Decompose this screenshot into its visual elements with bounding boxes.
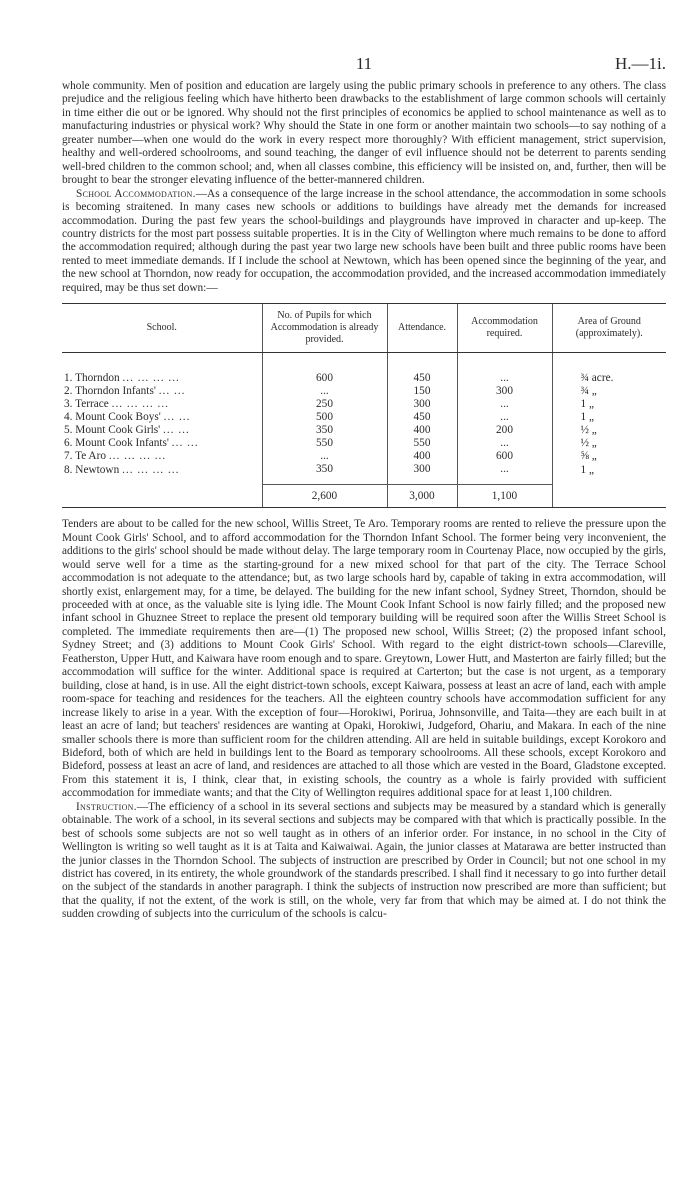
attendance-cell: 300 [387, 398, 457, 411]
document-page [62, 54, 666, 922]
attendance-cell: 400 [387, 450, 457, 463]
instruction-text: —The efficiency of a school in its several sections and subjects may be measured by a standard which is generally obtainable. The work of a school, in its several sections and subjects may be compared with that which is practically possible. In the best of schools some subjects are not so well taught as in others of an inferior order. For instance, in no school in the City of Wellington is writing so well taught as it is at Taita and Kaiwaiwai. Again, the junior classes at Matarawa are better instructed than the junior classes in the Thorndon School. The subjects of instruction are prescribed by Order in Council; but not one school in my district has covered, in its entirety, the whole groundwork of the standards prescribed. I shall find it necessary to go into further detail on the subject of the standards in another paragraph. I think the subjects of instruction now prescribed are more than sufficient; but that the quality, if not the extent, of the work is still, on the whole, very far from that which may be aimed at. I do not think the sudden crowding of subjects into the curriculum of the schools is calcu- [62, 800, 666, 921]
area-cell: ½ „ [552, 437, 666, 450]
attendance-cell: 550 [387, 437, 457, 450]
total-pupils: 2,600 [262, 485, 387, 508]
attendance-cell: 400 [387, 424, 457, 437]
school-cell: 7. Te Aro ... ... ... ... [64, 450, 167, 463]
school-cell: 2. Thorndon Infants' ... ... [64, 385, 186, 398]
pupils-cell: 500 [262, 411, 387, 424]
area-cell: 1 „ [552, 463, 666, 485]
table-header-row [62, 304, 666, 353]
attendance-cell: 450 [387, 411, 457, 424]
area-cell: ¾ „ [552, 385, 666, 398]
school-cell: 3. Terrace ... ... ... ... [64, 398, 169, 411]
intro-paragraph: whole community. Men of position and education are largely using the public primary schools in preference to any others. The class prejudice and the religious feeling which have hitherto been drawbacks to the establishment of large common schools will certainly in time either die out or be ignored. Why should not the first principles of economics be applied to school maintenance as well as to manufacturing industries or physical work? Why should the State in one form or another maintain two schools—to say nothing of a greater number—when one would do the work in every respect more thoroughly? With efficient management, strict supervision, healthy and well-ordered schoolrooms, and sound teaching, the danger of evil influence should not be deterrent to parents sending well-bred children to the common school; and, when all classes combine, this efficiency will be insisted on, and, further, then will be brought to bear the stronger elevating influence of the better-mannered children. [62, 80, 666, 187]
table-row [62, 450, 666, 463]
total-attendance: 3,000 [387, 485, 457, 508]
accommodation-paragraph [62, 188, 666, 296]
area-cell: 1 „ [552, 398, 666, 411]
attendance-cell: 450 [387, 372, 457, 385]
accommodation-heading: School Accommodation. [76, 187, 196, 200]
table-row [62, 437, 666, 450]
table-total-row [62, 485, 666, 508]
pupils-cell: 250 [262, 398, 387, 411]
required-cell: ... [457, 411, 552, 424]
instruction-paragraph [62, 801, 666, 922]
school-cell: 6. Mount Cook Infants' ... ... [64, 437, 199, 450]
header-required: Accommodation required. [457, 304, 552, 353]
accommodation-table [62, 303, 666, 508]
instruction-heading: Instruction. [76, 800, 137, 813]
required-cell: 200 [457, 424, 552, 437]
attendance-cell: 150 [387, 385, 457, 398]
total-required: 1,100 [457, 485, 552, 508]
pupils-cell: 600 [262, 372, 387, 385]
table-row [62, 411, 666, 424]
area-cell: ½ „ [552, 424, 666, 437]
table-row [62, 385, 666, 398]
table-row [62, 372, 666, 385]
school-cell: 4. Mount Cook Boys' ... ... [64, 411, 191, 424]
tenders-paragraph: Tenders are about to be called for the new school, Willis Street, Te Aro. Temporary rooms are rented to relieve the pressure upon the Mount Cook Girls' School, and to afford accommodation for the Thorndon Infant School. The former being very inconvenient, the additions to the girls' school should be made without delay. The large temporary room in Courtenay Place, now occupied by the girls, would serve well for a time as the starting-ground for a new mixed school for that part of the city. The Terrace School accommodation is not adequate to the attendance; but, as two large schools hard by, capable of taking in extra accommodation, will shortly exist, enlargement may, for a time, be delayed. The building for the new infant school, Sydney Street, Thorndon, should be proceeded with at once, as the valuable site is lying idle. The Mount Cook Infant School is now fairly filled; and the proposed new infant school in Ghuznee Street to replace the present old temporary building will be required soon after the Willis Street School is completed. The immediate requirements then are—(1) The proposed new school, Willis Street; (2) the proposed infant school, Sydney Street; and (3) additions to Mount Cook Girls' School. With regard to the eight district-town schools—Clareville, Featherston, Upper Hutt, and Kaiwara have room enough and to spare. Greytown, Lower Hutt, and Masterton are fairly filled; but the accommodation will suffice for the winter. Additional space is required at Carterton; but the case is not urgent, as a temporary building, close at hand, is in use. All the eight district-town schools, except Kaiwara, possess at least an acre of land, each with ample room-space for teaching and residences for the teachers. All the eighteen country schools have accommodation sufficient for any increase likely to arise in a year. With the exception of four—Horokiwi, Porirua, Johnsonville, and Taita—they are each built in at least an acre of land; but teachers' residences are wanting at Opaki, Horokiwi, Judgeford, Ohariu, and Makara. In each of the nine smaller schools there is more than sufficient room for the children attending. All are held in suitable buildings, except Korokoro and Bideford, both of which are held in buildings lent to the Board as temporary schoolrooms. All these schools, except Korokoro and Bideford, possess at least an acre of land, and residences are attached to all those which are vested in the Board, Gladstone excepted. From this statement it is, I think, clear that, in existing schools, the country as a whole is fairly provided with sufficient accommodation for immediate wants; and that the City of Wellington requires additional space for at least 1,100 children. [62, 518, 666, 800]
pupils-cell: 550 [262, 437, 387, 450]
required-cell: 300 [457, 385, 552, 398]
required-cell: ... [457, 437, 552, 450]
area-cell: ⅝ „ [552, 450, 666, 463]
table-spacer-row [62, 353, 666, 373]
required-cell: ... [457, 463, 552, 485]
school-cell: 8. Newtown ... ... ... ... [64, 463, 180, 476]
required-cell: ... [457, 398, 552, 411]
header-school: School. [62, 304, 262, 353]
pupils-cell: ... [262, 385, 387, 398]
document-reference: H.—1i. [615, 54, 666, 73]
required-cell: 600 [457, 450, 552, 463]
page-number: 11 [355, 54, 373, 73]
pupils-cell: 350 [262, 463, 387, 485]
required-cell: ... [457, 372, 552, 385]
pupils-cell: ... [262, 450, 387, 463]
school-cell: 1. Thorndon ... ... ... ... [64, 372, 180, 385]
header-attendance: Attendance. [387, 304, 457, 353]
attendance-cell: 300 [387, 463, 457, 485]
page-header [62, 54, 666, 80]
pupils-cell: 350 [262, 424, 387, 437]
table-row [62, 424, 666, 437]
header-area: Area of Ground (approximately). [552, 304, 666, 353]
area-cell: ¾ acre. [552, 372, 666, 385]
header-pupils: No. of Pupils for which Accommodation is already provided. [262, 304, 387, 353]
accommodation-text: —As a consequence of the large increase in the school attendance, the accommodation in some schools is becoming straitened. In many cases new schools or additions to buildings have already met the demands for increased accommodation. During the past few years the school-buildings and playgrounds have improved in character and up-keep. The country districts for the most part possess suitable properties. It is in the City of Wellington where much remains to be done to afford the accommodation required; although during the past year two large new schools have been built and three public rooms have been rented to meet immediate demands. If I include the school at Newtown, which has been opened since the beginning of the year, and the new school at Thorndon, now ready for occupation, the accommodation provided, and the increased accommodation immediately required, may be thus set down:— [62, 187, 666, 294]
table-row [62, 463, 666, 485]
area-cell: 1 „ [552, 411, 666, 424]
school-cell: 5. Mount Cook Girls' ... ... [64, 424, 190, 437]
table-row [62, 398, 666, 411]
